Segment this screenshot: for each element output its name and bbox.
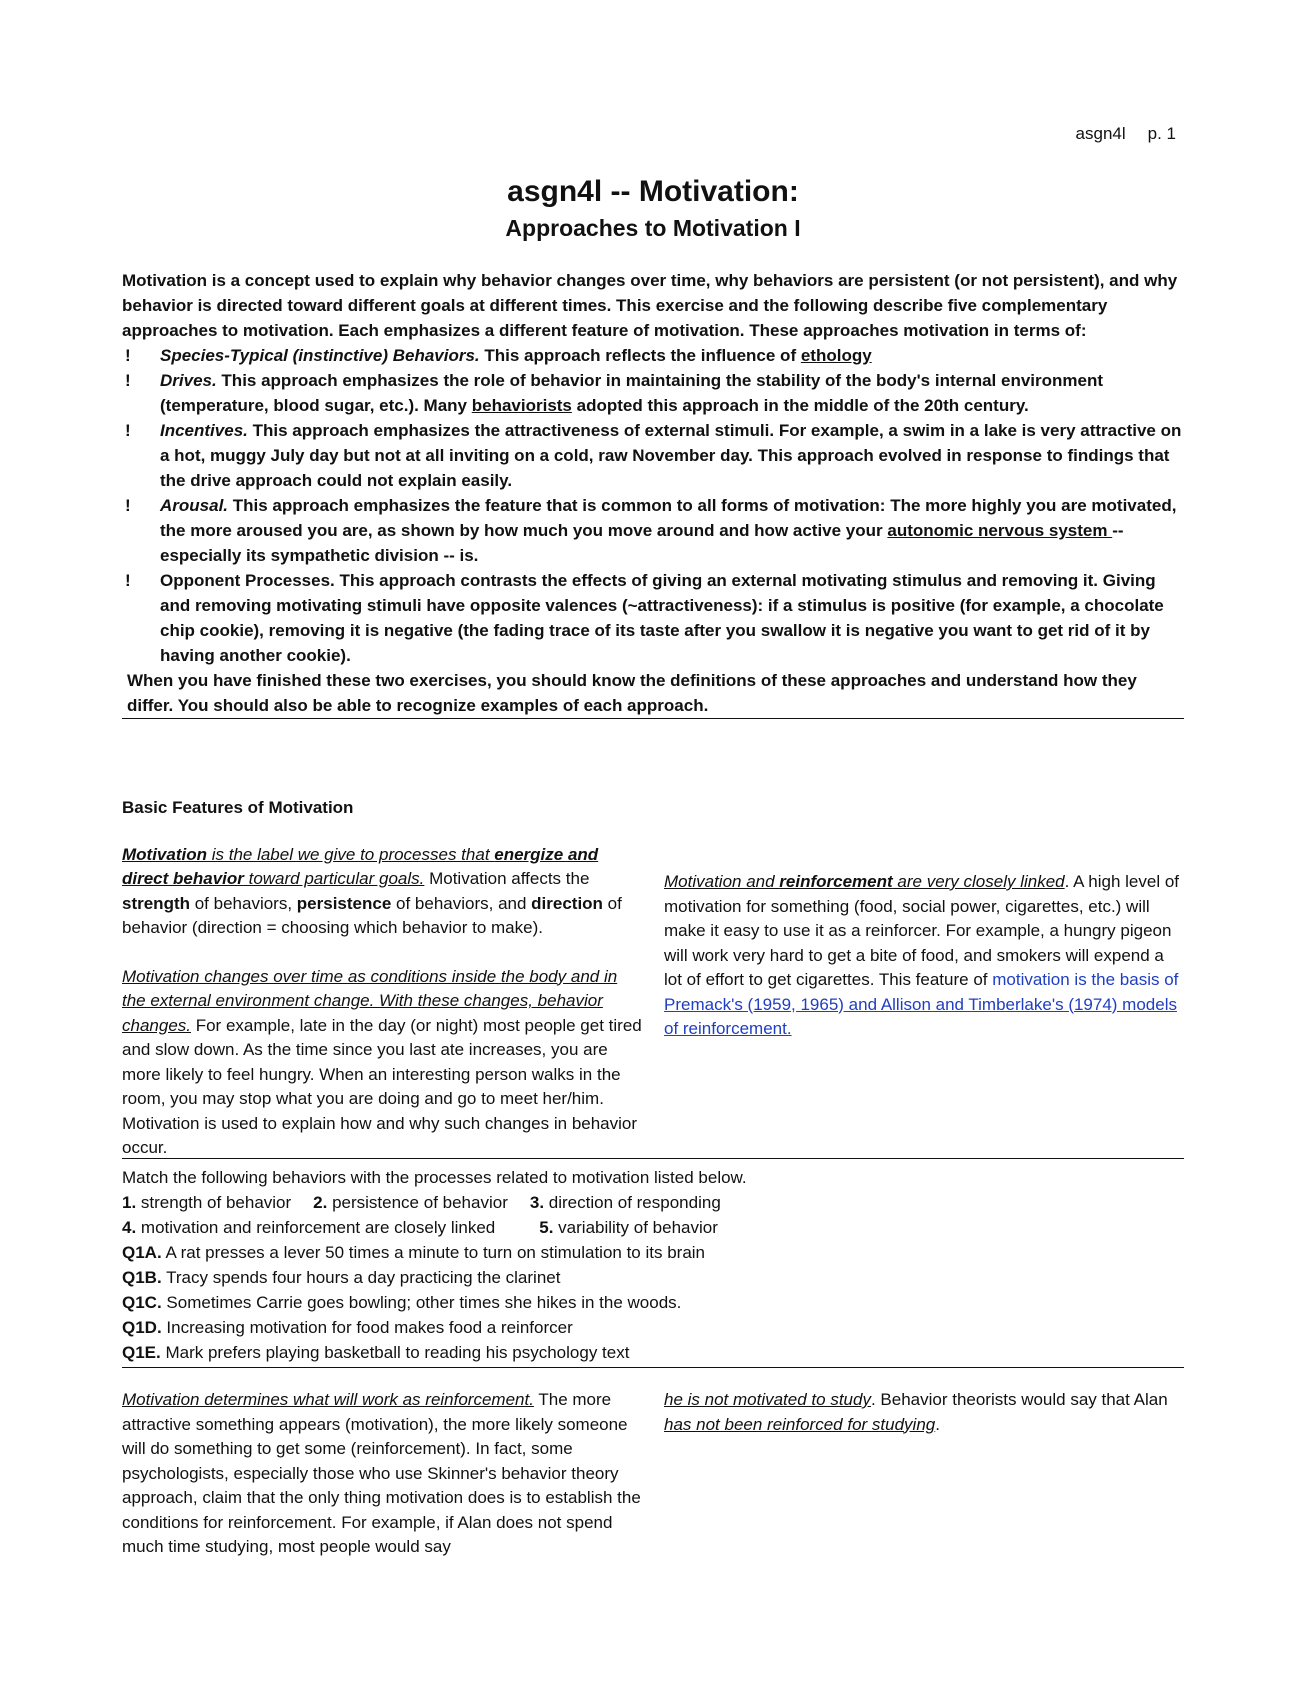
approach-text: This approach emphasizes the feature that is common to all forms of motivation: The more highly you are motivated, the more aroused you are, as shown by how much you move around and how active your bbox=[160, 496, 1177, 540]
approach-item bbox=[122, 568, 1184, 668]
basic-features-right-column bbox=[664, 796, 1184, 1066]
autonomic-nervous-system-link[interactable]: autonomic nervous system bbox=[887, 521, 1113, 540]
bullet-mark: ! bbox=[125, 571, 131, 590]
bullet-mark: ! bbox=[125, 421, 131, 440]
question-q1e: Q1E. Mark prefers playing basketball to reading his psychology text bbox=[122, 1343, 630, 1362]
bullet-mark: ! bbox=[125, 371, 131, 390]
approach-term: Species-Typical (instinctive) Behaviors. bbox=[160, 346, 480, 365]
page-number: p. 1 bbox=[1147, 124, 1176, 143]
approach-item bbox=[122, 418, 1184, 493]
approach-term: Opponent Processes. bbox=[160, 571, 335, 590]
intro-box bbox=[122, 268, 1184, 719]
intro-paragraph: Motivation is a concept used to explain why behavior changes over time, why behaviors are persistent (or not persistent), and why behavior is directed toward different goals at different times. This exercise and the following describe five complementary approaches to motivation. Each emphasizes a different feature of motivation. These approaches motivation in terms of: bbox=[122, 271, 1178, 340]
bullet-mark: ! bbox=[125, 496, 131, 515]
premack-models-link[interactable]: Premack's (1959, 1965) and Allison and Timberlake's (1974) models of reinforcement. bbox=[664, 994, 1177, 1038]
section-heading: Basic Features of Motivation bbox=[122, 798, 354, 817]
page-header bbox=[1076, 124, 1176, 144]
approach-term: Incentives. bbox=[160, 421, 248, 440]
approach-item bbox=[122, 493, 1184, 568]
approach-text: This approach emphasizes the role of behavior in maintaining the stability of the body's internal environment (temperature, blood sugar, etc.). Many bbox=[160, 371, 1104, 415]
bullet-mark: ! bbox=[125, 346, 131, 365]
match-instruction: Match the following behaviors with the processes related to motivation listed below. bbox=[122, 1168, 747, 1187]
doc-id: asgn4l bbox=[1075, 124, 1126, 143]
page-title: asgn4l -- Motivation: bbox=[507, 175, 799, 208]
approach-item bbox=[122, 343, 1184, 368]
reinforcement-link-paragraph: Motivation and reinforcement are very closely linked. A high level of motivation for something (food, social power, cigarettes, etc.) will make it easy to use it as a reinforcer. For example, a hungry pigeon will work very hard to get a bite of food, and smokers will expend a lot of effort to get cigarettes. This feature of motivation is the basis of Premack's (1959, 1965) and Allison and Timberlake's (1974) models of reinforcement. bbox=[664, 872, 1180, 1038]
ethology-link[interactable]: ethology bbox=[800, 346, 872, 365]
changes-paragraph: Motivation changes over time as conditions inside the body and in the external environment change. With these changes, behavior changes. For example, late in the day (or night) most people get tired and slow down. As the time since you last ate increases, you are more likely to feel hungry. When an interesting person walks in the room, you may stop what you are doing and go to meet her/him. Motivation is used to explain how and why such changes in behavior occur. bbox=[122, 966, 642, 1157]
question-q1c: Q1C. Sometimes Carrie goes bowling; other times she hikes in the woods. bbox=[122, 1293, 682, 1312]
reinforcement-paragraph-left: Motivation determines what will work as reinforcement. The more attractive something appears (motivation), the more likely someone will do something to get some (reinforcement). In fact, some psychologists, especially those who use Skinner's behavior theory approach, claim that the only thing motivation does is to establish the conditions for reinforcement. For example, if Alan does not spend much time studying, most people would say bbox=[122, 1390, 641, 1556]
page-subtitle: Approaches to Motivation I bbox=[505, 215, 801, 241]
definition-paragraph: Motivation is the label we give to processes that energize and direct behavior toward particular goals. Motivation affects the strength of behaviors, persistence of behaviors, and direction of behavior (direction = choosing which behavior to make). bbox=[122, 844, 622, 937]
approach-item bbox=[122, 368, 1184, 418]
match-options-row: 1. strength of behavior 2. persistence of behavior 3. direction of responding bbox=[122, 1193, 721, 1212]
approach-text: This approach emphasizes the attractiveness of external stimuli. For example, a swim in a lake is very attractive on a hot, muggy July day but not at all inviting on a cold, raw November day. This approach evolved in response to findings that the drive approach could not explain easily. bbox=[160, 421, 1182, 490]
reinforcement-left-column bbox=[122, 1388, 642, 1584]
question-q1a: Q1A. A rat presses a lever 50 times a minute to turn on stimulation to its brain bbox=[122, 1243, 706, 1262]
approach-text: This approach contrasts the effects of giving an external motivating stimulus and removing it. Giving and removing motivating stimuli have opposite valences (~attractiveness): if a stimulus is positive (for example, a chocolate chip cookie), removing it is negative (the fading trace of its taste after you swallow it is negative you want to get rid of it by having another cookie). bbox=[160, 571, 1164, 665]
approach-term: Arousal. bbox=[160, 496, 229, 515]
approach-list bbox=[122, 343, 1184, 668]
approach-term: Drives. bbox=[160, 371, 217, 390]
basic-features-left-column bbox=[122, 796, 642, 1185]
approach-text-after: -- especially its sympathetic division -- is. bbox=[160, 521, 1124, 565]
matching-exercise bbox=[122, 1158, 1184, 1368]
match-options-row: 4. motivation and reinforcement are closely linked 5. variability of behavior bbox=[122, 1218, 718, 1237]
question-q1b: Q1B. Tracy spends four hours a day practicing the clarinet bbox=[122, 1268, 561, 1287]
approach-text-after: adopted this approach in the middle of the 20th century. bbox=[571, 396, 1029, 415]
behaviorists-link[interactable]: behaviorists bbox=[471, 396, 572, 415]
reinforcement-paragraph-right: he is not motivated to study. Behavior theorists would say that Alan has not been reinforced for studying. bbox=[664, 1390, 1168, 1434]
question-q1d: Q1D. Increasing motivation for food makes food a reinforcer bbox=[122, 1318, 573, 1337]
approach-text: This approach reflects the influence of bbox=[479, 346, 801, 365]
intro-closing: When you have finished these two exercises, you should know the definitions of these approaches and understand how they differ. You should also be able to recognize examples of each approach. bbox=[122, 668, 1184, 719]
reinforcement-right-column bbox=[664, 1388, 1184, 1461]
